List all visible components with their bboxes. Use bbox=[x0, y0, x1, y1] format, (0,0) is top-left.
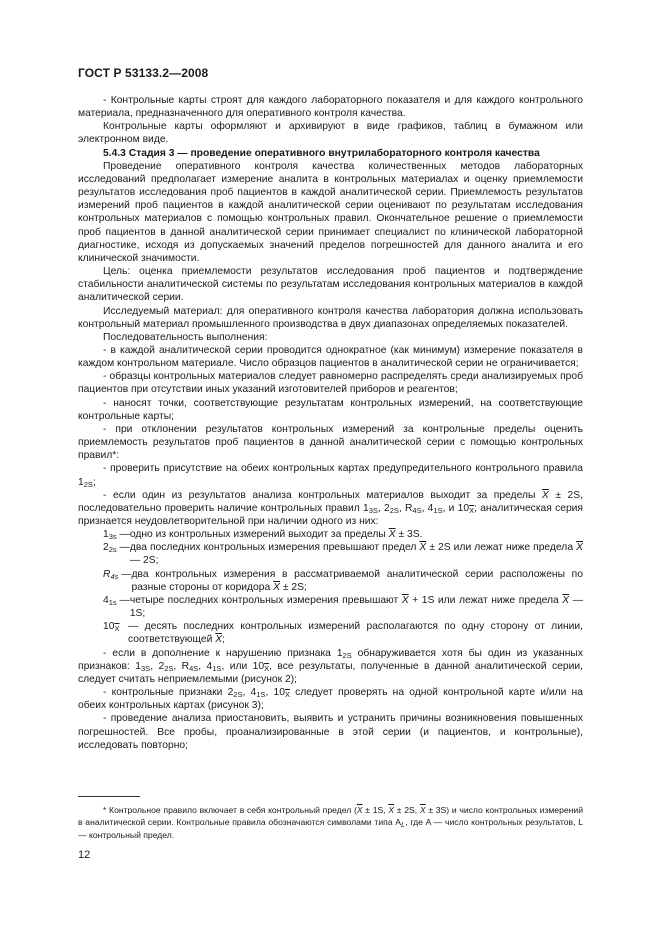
document-body bbox=[78, 94, 583, 752]
paragraph: Проведение оперативного контроля качества количественных методов лабораторных исследований предполагает измерение аналита в контрольных материалах и оценку приемлемости результатов исследования проб пациентов в каждой аналитической серии. Приемлемость результатов измерений проб пациентов в каждой аналитической серии оценивают по результатам исследования контрольных материалов с помощью контрольных правил. Окончательное решение о приемлемости проб пациентов в данной аналитической серии принимает специалист по клинической лабораторной диагностике, исходя из допускаемых значений пределов погрешностей для данного аналита и его клинической значимости. bbox=[78, 160, 583, 264]
paragraph-material: Исследуемый материал: для оперативного контроля качества лаборатория должна использовать контрольный материал промышленного производства в двух диапазонах определяемых показателей. bbox=[78, 305, 583, 330]
paragraph-sequence: Последовательность выполнения: bbox=[103, 331, 268, 343]
list-item: - проведение анализа приостановить, выявить и устранить причины возникновения повышенных погрешностей. Все пробы, проанализированные в этой серии (и пациентов, и контрольные), исследовать повторно; bbox=[78, 713, 583, 751]
list-item: - если в дополнение к нарушению признака $1_{2S}$ обнаруживается хотя бы один из указанных признаков: $1_{3S}$, $2_{2S}$, $R_{4S}$, $4_{1S}$, или $10_{\overline{X}}$, все результаты, полученные в данной аналитической серии, следует считать неприемлемыми (рисунок 2); bbox=[78, 647, 583, 685]
footnote-separator bbox=[78, 796, 140, 797]
rule-10-xbar: $10_{\overline{X}}$ — десять последних контрольных измерений располагаются по одну сторону от линии, соответствующей $\overline{X}$; bbox=[103, 621, 583, 646]
paragraph: Контрольные карты оформляют и архивируют в виде графиков, таблиц в бумажном или электронном виде. bbox=[78, 121, 583, 146]
document-header: ГОСТ Р 53133.2—2008 bbox=[78, 66, 209, 80]
list-item: - при отклонении результатов контрольных измерений за контрольные пределы оценить приемлемость результатов проб пациентов в данной аналитической серии с помощью контрольных правил*: bbox=[78, 423, 583, 462]
rule-r-4s: $R_{4s}$ — два контрольных измерения в рассматриваемой аналитической серии расположены по разные стороны от коридора $\overline{X} \pm 2S$; bbox=[103, 568, 583, 593]
section-heading: 5.4.3 Стадия 3 — проведение оперативного внутрилабораторного контроля качества bbox=[103, 147, 540, 159]
page-number: 12 bbox=[78, 849, 91, 861]
list-item: - если один из результатов анализа контрольных материалов выходит за пределы $\overline{X} \pm 2S$, последовательно проверить наличие контрольных правил $1_{3S}$, $2_{2S}$, $R_{4S}$, $4_{1S}$, и $10_{\overline{X}}$; аналитическая серия признается неудовлетворительной при наличии одного из них: bbox=[78, 489, 583, 527]
list-item: - образцы контрольных материалов следует равномерно распределять среди анализируемых проб пациентов при отсутствии иных указаний изготовителей приборов и реагентов; bbox=[78, 371, 583, 396]
rule-1-3s: $1_{3s}$ — одно из контрольных измерений выходит за пределы $\overline{X} \pm 3S$. bbox=[103, 529, 423, 542]
rule-2-2s: $2_{2s}$ — два последних контрольных измерения превышают предел $\overline{X} \pm 2S$ или лежат ниже предела $\overline{X}$ — 2S; bbox=[103, 542, 583, 567]
rule-4-1s: $4_{1s}$ — четыре последних контрольных измерения превышают $\overline{X} + 1S$ или лежат ниже предела $\overline{X}$ — 1S; bbox=[103, 594, 583, 620]
paragraph: - Контрольные карты строят для каждого лабораторного показателя и для каждого контрольного материала, предназначенного для оперативного контроля качества. bbox=[78, 95, 583, 120]
paragraph-goal: Цель: оценка приемлемости результатов исследования проб пациентов и подтверждение стабильности аналитической системы по результатам исследования контрольных материалов в каждой аналитической серии. bbox=[78, 266, 583, 304]
footnote: * Контрольное правило включает в себя контрольный предел ($\overline{X} \pm 1S$, $\overline{X} \pm 2S$, $\overline{X} \pm 3S$) и число контрольных измерений в аналитической серии. Контрольные правила обозначаются символами типа $A_L$, где A — число контрольных результатов, L — контрольный предел. bbox=[78, 805, 583, 840]
list-item: - контрольные признаки $2_{2S}$, $4_{1S}$, $10_{\overline{X}}$ следует проверять на одной контрольной карте и/или на обеих контрольных картах (рисунок 3); bbox=[78, 687, 583, 712]
list-item: - в каждой аналитической серии проводится однократное (как минимум) измерение показателя в каждом контрольном материале. Число образцов пациентов в аналитической серии не ограничивается; bbox=[78, 344, 583, 370]
list-item: - наносят точки, соответствующие результатам контрольных измерений, на соответствующие контрольные карты; bbox=[78, 397, 583, 422]
list-item: - проверить присутствие на обеих контрольных картах предупредительного контрольного правила $1_{2S}$; bbox=[78, 463, 583, 489]
